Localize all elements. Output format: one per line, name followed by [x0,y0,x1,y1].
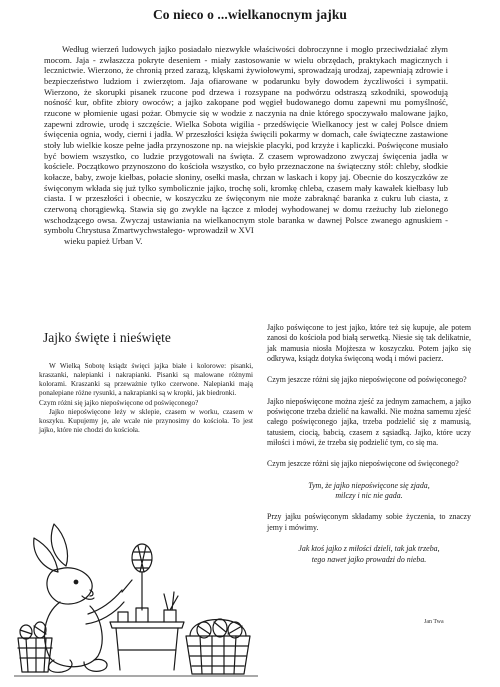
page-title: Co nieco o ...wielkanocnym jajku [152,7,348,22]
poem-verse: Tym, że jajko niepoświęcone się zjada, milczy i nic nie gada. [308,480,430,501]
intro-paragraph-tail: wieku papież Urban V. [64,235,143,246]
paragraph: Przy jajku poświęconym składamy sobie życzenia, to znaczy jemy i mówimy. [267,512,471,532]
question: Czym jeszcze różni się jajko niepoświęcone od poświęconego? [267,375,467,385]
right-column [267,323,471,573]
section-heading: Jajko święte i nieświęte [43,330,171,345]
intro-paragraph: Według wierzeń ludowych jajko posiadało niezwykłe właściwości dobroczynne i mogło przeciwdziałać złym mocom. Jaja - zwłaszcza pokryte deseniem - miały zastosowanie w wielu obrzędach, praktykach magicznych i lecznictwie. Wierzono, że chronią przed zarazą, klęskami żywiołowymi, sprowadzają urodzaj, zapewniają zdrowie i bezpieczeństwo ludziom i zwierzętom. Jaja ofiarowane w podarunku były dowodem życzliwości i sympatii. Wierzono, że skorupki pisanek rzucone pod drzewa i rozsypane na podwórzu odstraszą szkodniki, spowodują nośność kur, obfite zbiory owoców; a jajko zakopane pod węgieł budowanego domu zapewni mu pomyślność, rzucone w płomienie ugasi pożar. Obmycie się w wodzie z naczynia na dnie którego spoczywało malowane jajko, zapewni zdrowie, urodę i szczęście. Wielka Sobota wigilia - przedświęcie Wielkanocy jest w całej Polsce dniem święcenia ognia, wody, cierni i jadła. W przeszłości księża święcili pokarmy w domach, całe świąteczne zastawione stoły lub wielkie kosze pełne jadła przynoszone np. na wiejskie placyki, pod krzyże i kapliczki. Poświęcone musiało być bowiem wszystko, co ludzie przygotowali na święta. Z czasem wprowadzono zwyczaj święcenia jadła w kościele. Początkowo przynoszono do kościoła wszystko, co było przeznaczone na świąteczny stół: chleby, słodkie kołacze, baby, zwoje kiełbas, połacie słoniny, osełki masła, chrzan w laskach i kopy jaj. Obecnie do koszyczków ze święconym wkłada się już tylko symbolicznie jajko, trochę soli, kromkę chleba, czasem mały kawałek kiełbasy lub ciasta. I w przeszłości i obecnie, w koszyczku ze święconym nie może zabraknąć baranka z cukru lub ciasta, z czerwoną chorągiewką. Stawia się go zwykle na łączce z młodej wyhodowanej w domu rzeżuchy lub zielonego wschodzącego owsa. Zwyczaj ustawiania na wielkanocnym stole baranka w dawnej Polsce zwanego agnuskiem - symbolu Chrystusa Zmartwychwstałego- wprowadził w XVI [44,44,448,236]
question: Czym różni się jajko niepoświęcone od poświęconego? [39,398,199,407]
question: Czym jeszcze różni się jajko niepoświęcone od święconego? [267,459,459,469]
rabbit-illustration [14,510,258,680]
poem-verse: Jak ktoś jajko z miłości dzieli, tak jak trzeba, tego nawet jajko prowadzi do nieba. [298,544,440,564]
author-signature: Jan Twa [424,619,444,625]
left-column [33,330,255,435]
paragraph: Jajko poświęcone to jest jajko, które też się kupuje, ale potem zanosi do kościoła pod białą serwetką. Niesie się tak delikatnie, jak mamusia niosła Mojżesza w koszyczku. Potem jajko się odkrywa, ksiądz dotyka święconą wodą i mówi pacierz. [267,323,471,364]
paragraph: W Wielką Sobotę ksiądz święci jajka białe i kolorowe: pisanki, kraszanki, nalepianki i nakrapianki. Pisanki są malowane różnymi kolorami. Kraszanki są przeważnie tylko czerwone. Nalepianki mają ponalepiane różne rysunki, a nakrapianki są w kropki, jak biedronki. [39,362,253,398]
intro-article [44,44,448,246]
left-column-text [39,362,253,435]
paragraph: Jajko niepoświęcone można zjeść za jednym zamachem, a jajko poświęcone trzeba dzielić na kawałki. Nie można samemu zjeść całego poświęconego jajka, trzeba podzielić się z mamusią, tatusiem, ciocią, babcią, czasem z sąsiadką. Jajko, które uczy miłości i mówi, że trzeba się podzielić tym, co się ma. [267,396,471,448]
paragraph: Jajko niepoświęcone leży w sklepie, czasem w worku, czasem w koszyku. Kupujemy je, ale wcale nie przynosimy do kościoła. To jest jajko, które nie chodzi do kościoła. [39,407,253,435]
